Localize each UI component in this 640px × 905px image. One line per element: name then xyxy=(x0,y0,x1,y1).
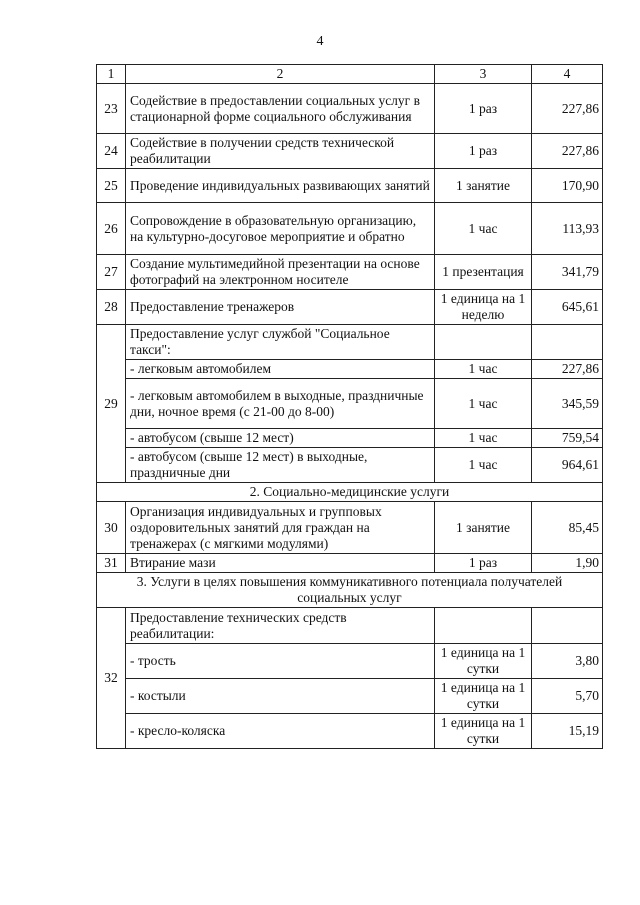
table-row xyxy=(97,360,603,379)
service-price: 759,54 xyxy=(532,429,603,448)
service-price: 341,79 xyxy=(532,255,603,290)
service-group-title: Предоставление технических средств реабилитации: xyxy=(126,608,435,644)
service-unit: 1 единица на 1 сутки xyxy=(435,644,532,679)
service-price: 227,86 xyxy=(532,134,603,169)
service-price: 227,86 xyxy=(532,84,603,134)
service-unit: 1 час xyxy=(435,429,532,448)
row-number: 28 xyxy=(97,290,126,325)
service-name: - костыли xyxy=(126,679,435,714)
service-price: 1,90 xyxy=(532,554,603,573)
table-row xyxy=(97,325,603,360)
service-name: Проведение индивидуальных развивающих занятий xyxy=(126,169,435,203)
row-number: 26 xyxy=(97,203,126,255)
col-header-1: 1 xyxy=(97,65,126,84)
service-name: - легковым автомобилем в выходные, праздничные дни, ночное время (с 21-00 до 8-00) xyxy=(126,379,435,429)
service-unit: 1 занятие xyxy=(435,169,532,203)
section-title: 2. Социально-медицинские услуги xyxy=(97,483,603,502)
table-row xyxy=(97,134,603,169)
col-header-3: 3 xyxy=(435,65,532,84)
service-price: 15,19 xyxy=(532,714,603,749)
service-name: Содействие в получении средств технической реабилитации xyxy=(126,134,435,169)
service-unit: 1 единица на 1 сутки xyxy=(435,679,532,714)
services-price-table xyxy=(96,64,603,749)
table-row xyxy=(97,644,603,679)
service-price: 964,61 xyxy=(532,448,603,483)
service-price: 3,80 xyxy=(532,644,603,679)
table-row xyxy=(97,290,603,325)
section-header-row xyxy=(97,573,603,608)
service-name: - легковым автомобилем xyxy=(126,360,435,379)
row-number: 31 xyxy=(97,554,126,573)
service-name: Содействие в предоставлении социальных услуг в стационарной форме социального обслуживания xyxy=(126,84,435,134)
service-unit: 1 раз xyxy=(435,554,532,573)
empty-cell xyxy=(435,325,532,360)
service-price: 113,93 xyxy=(532,203,603,255)
section-header-row xyxy=(97,483,603,502)
service-unit: 1 занятие xyxy=(435,502,532,554)
table-row xyxy=(97,554,603,573)
service-price: 85,45 xyxy=(532,502,603,554)
section-title: 3. Услуги в целях повышения коммуникативного потенциала получателей социальных услуг xyxy=(97,573,603,608)
service-name: - автобусом (свыше 12 мест) в выходные, праздничные дни xyxy=(126,448,435,483)
service-name: Создание мультимедийной презентации на основе фотографий на электронном носителе xyxy=(126,255,435,290)
service-price: 5,70 xyxy=(532,679,603,714)
empty-cell xyxy=(532,608,603,644)
service-unit: 1 час xyxy=(435,448,532,483)
col-header-4: 4 xyxy=(532,65,603,84)
empty-cell xyxy=(435,608,532,644)
service-unit: 1 презентация xyxy=(435,255,532,290)
service-name: Организация индивидуальных и групповых оздоровительных занятий для граждан на тренажерах (с мягкими модулями) xyxy=(126,502,435,554)
service-unit: 1 час xyxy=(435,203,532,255)
service-name: Втирание мази xyxy=(126,554,435,573)
service-name: - трость xyxy=(126,644,435,679)
table-row xyxy=(97,169,603,203)
service-unit: 1 час xyxy=(435,360,532,379)
service-unit: 1 раз xyxy=(435,134,532,169)
service-unit: 1 единица на 1 неделю xyxy=(435,290,532,325)
row-number: 24 xyxy=(97,134,126,169)
table-row xyxy=(97,448,603,483)
table-row xyxy=(97,714,603,749)
service-unit: 1 раз xyxy=(435,84,532,134)
service-price: 227,86 xyxy=(532,360,603,379)
row-number: 23 xyxy=(97,84,126,134)
service-name: Сопровождение в образовательную организацию, на культурно-досуговое мероприятие и обратно xyxy=(126,203,435,255)
service-name: - автобусом (свыше 12 мест) xyxy=(126,429,435,448)
service-price: 170,90 xyxy=(532,169,603,203)
table-row xyxy=(97,429,603,448)
row-number: 32 xyxy=(97,608,126,749)
row-number: 27 xyxy=(97,255,126,290)
column-numbers-row xyxy=(97,65,603,84)
service-price: 345,59 xyxy=(532,379,603,429)
page-number: 4 xyxy=(316,34,324,49)
table-row xyxy=(97,203,603,255)
table-row xyxy=(97,679,603,714)
col-header-2: 2 xyxy=(126,65,435,84)
service-name: - кресло-коляска xyxy=(126,714,435,749)
service-unit: 1 единица на 1 сутки xyxy=(435,714,532,749)
table-row xyxy=(97,502,603,554)
row-number: 29 xyxy=(97,325,126,483)
table-row xyxy=(97,379,603,429)
table-row xyxy=(97,84,603,134)
service-unit: 1 час xyxy=(435,379,532,429)
table-row xyxy=(97,608,603,644)
table-row xyxy=(97,255,603,290)
service-name: Предоставление тренажеров xyxy=(126,290,435,325)
service-group-title: Предоставление услуг службой "Социальное такси": xyxy=(126,325,435,360)
service-price: 645,61 xyxy=(532,290,603,325)
row-number: 25 xyxy=(97,169,126,203)
row-number: 30 xyxy=(97,502,126,554)
empty-cell xyxy=(532,325,603,360)
